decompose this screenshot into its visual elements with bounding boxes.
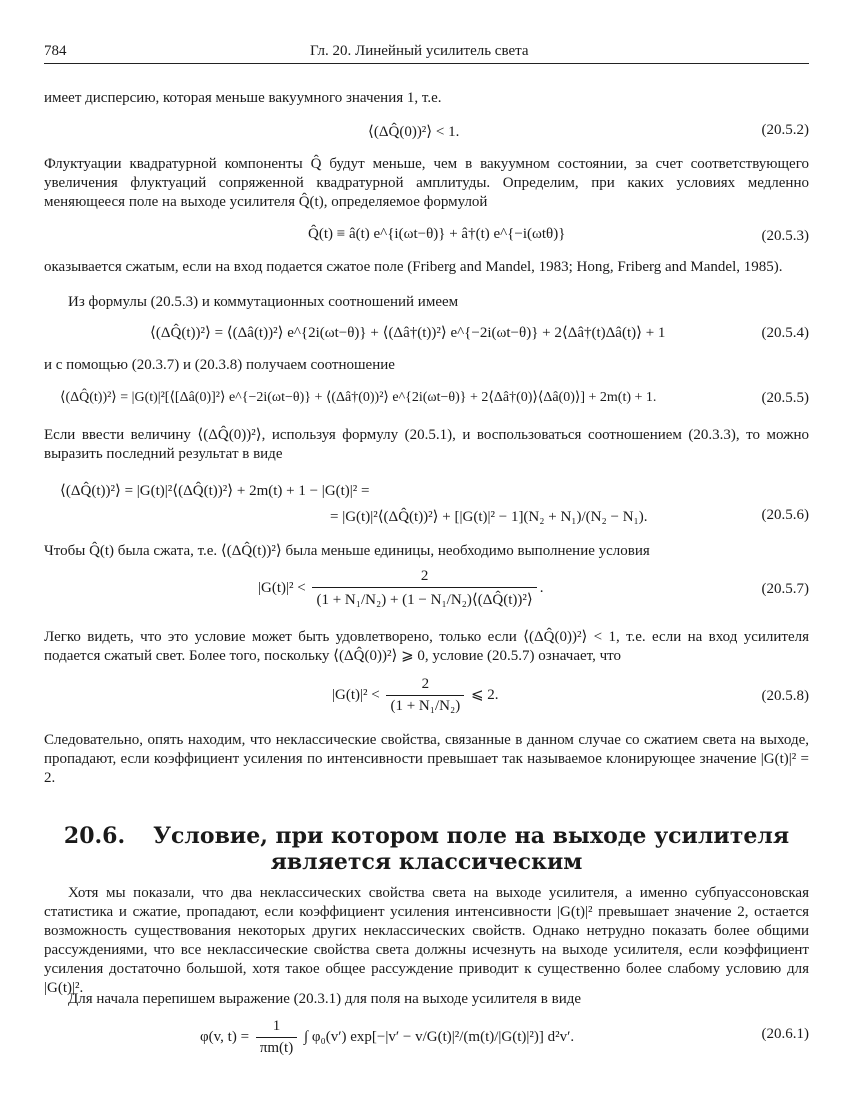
equation-20-5-8-fraction: [386, 676, 464, 715]
section-title-line-1: Условие, при котором поле на выходе усилителя: [153, 823, 790, 849]
equation-20-5-8-lhs: |G(t)|² <: [332, 686, 380, 703]
equation-number-20-6-1: (20.6.1): [761, 1026, 809, 1042]
page-header: [44, 43, 809, 64]
running-title: Гл. 20. Линейный усилитель света: [310, 43, 529, 59]
equation-20-6-1-lhs: φ(v, t) =: [200, 1028, 250, 1045]
page-number: 784: [44, 43, 67, 59]
equation-20-5-8-denominator: (1 + N₁/N₂): [390, 698, 461, 714]
equation-20-5-2: ⟨(ΔQ̂(0))²⟩ < 1.: [368, 124, 460, 140]
equation-20-5-6-line-1: ⟨(ΔQ̂(t))²⟩ = |G(t)|²⟨(ΔQ̂(t))²⟩ + 2m(t) + 1 − |G(t)|² =: [60, 483, 370, 499]
equation-20-6-1-denominator: πm(t): [259, 1040, 294, 1056]
equation-20-5-8-numerator: 2: [386, 676, 464, 696]
equation-20-5-3: Q̂(t) ≡ â(t) e^{i(ωt−θ)} + â†(t) e^{−i(ωtθ)}: [308, 226, 566, 242]
paragraph-5: и с помощью (20.3.7) и (20.3.8) получаем соотношение: [44, 357, 395, 373]
equation-number-20-5-6: (20.5.6): [761, 507, 809, 523]
section-title-line-2: является классическим: [270, 849, 583, 875]
paragraph-7: Чтобы Q̂(t) была сжата, т.е. ⟨(ΔQ̂(t))²⟩ была меньше единицы, необходимо выполнение условия: [44, 543, 650, 559]
equation-20-6-1-fraction: [256, 1018, 297, 1057]
equation-20-5-8-tail: ⩽ 2.: [470, 686, 499, 703]
paragraph-2: Флуктуации квадратурной компоненты Q̂ будут меньше, чем в вакуумном состоянии, за счет соответствующего увеличения флуктуаций сопряженной квадратурной амплитуды. Определим, при каких условиях медленно меняющееся поле на выходе усилителя Q̂(t), определяемое формулой: [44, 156, 809, 210]
paragraph-3: оказывается сжатым, если на вход подается сжатое поле (Friberg and Mandel, 1983; Hong, Friberg and Mandel, 1985).: [44, 259, 783, 275]
paragraph-4: Из формулы (20.5.3) и коммутационных соотношений имеем: [68, 294, 459, 310]
equation-20-5-7-tail: .: [539, 579, 544, 596]
paragraph-11: Для начала перепишем выражение (20.3.1) для поля на выходе усилителя в виде: [68, 991, 582, 1007]
section-number: 20.6.: [63, 823, 126, 849]
section-heading-line-1: [44, 823, 809, 849]
equation-number-20-5-5: (20.5.5): [761, 390, 809, 406]
equation-20-5-4: ⟨(ΔQ̂(t))²⟩ = ⟨(Δâ(t))²⟩ e^{2i(ωt−θ)} + ⟨(Δâ†(t))²⟩ e^{−2i(ωt−θ)} + 2⟨Δâ†(t)Δâ(t)⟩ + 1: [150, 325, 666, 341]
paragraph-10: Хотя мы показали, что два неклассических свойства света на выходе усилителя, а именно субпуассоновская статистика и сжатие, пропадают, если коэффициент усиления интенсивности |G(t)|² превышает значение 2, остается возможность существования некоторых других неклассических свойств. Однако нетрудно показать более общими рассуждениями, что все неклассические свойства света должны исчезнуть на выходе усилителя, если коэффициент усиления достаточно большой, хотя такое общее рассуждение приводит к существенно более слабому условию для |G(t)|².: [44, 885, 809, 996]
equation-number-20-5-3: (20.5.3): [761, 228, 809, 244]
equation-number-20-5-7: (20.5.7): [761, 581, 809, 597]
paragraph-1: имеет дисперсию, которая меньше вакуумного значения 1, т.е.: [44, 90, 442, 106]
section-heading: [44, 823, 809, 875]
equation-20-5-8: [332, 676, 499, 715]
equation-20-5-7-numerator: 2: [312, 568, 536, 588]
paragraph-9: Следовательно, опять находим, что неклассические свойства, связанные в данном случае со сжатием света на выходе, пропадают, если коэффициент усиления по интенсивности превышает так называемое клонирующее значение |G(t)|² = 2.: [44, 732, 809, 786]
equation-20-5-7-denominator: (1 + N₁/N₂) + (1 − N₁/N₂)⟨(ΔQ̂(t))²⟩: [316, 592, 533, 608]
equation-20-6-1-numerator: 1: [256, 1018, 297, 1038]
equation-number-20-5-2: (20.5.2): [761, 122, 809, 138]
equation-20-5-7: [258, 568, 543, 609]
equation-number-20-5-4: (20.5.4): [761, 325, 809, 341]
equation-number-20-5-8: (20.5.8): [761, 688, 809, 704]
paragraph-8: Легко видеть, что это условие может быть удовлетворено, только если ⟨(ΔQ̂(0))²⟩ < 1, т.е. если на вход усилителя подается сжатый свет. Более того, поскольку ⟨(ΔQ̂(0))²⟩ ⩾ 0, условие (20.5.7) означает, что: [44, 629, 809, 664]
equation-20-5-6-line-2: = |G(t)|²⟨(ΔQ̂(t))²⟩ + [|G(t)|² − 1](N₂ + N₁)/(N₂ − N₁).: [330, 509, 648, 525]
equation-20-5-7-fraction: [312, 568, 536, 609]
equation-20-6-1-rhs: ∫ φ₀(v′) exp[−|v′ − v/G(t)|²/(m(t)/|G(t)|²)] d²v′.: [303, 1028, 575, 1045]
paragraph-6: Если ввести величину ⟨(ΔQ̂(0))²⟩, используя формулу (20.5.1), и воспользоваться соотношением (20.3.3), то можно выразить последний результат в виде: [44, 427, 809, 462]
equation-20-5-5: ⟨(ΔQ̂(t))²⟩ = |G(t)|²[⟨[Δâ(0)]²⟩ e^{−2i(ωt−θ)} + ⟨(Δâ†(0))²⟩ e^{2i(ωt−θ)} + 2⟨Δâ†(0)⟩⟨Δâ(0)⟩] + 2m(t) + 1.: [60, 390, 657, 405]
equation-20-6-1: [200, 1018, 574, 1057]
equation-20-5-7-lhs: |G(t)|² <: [258, 579, 306, 596]
